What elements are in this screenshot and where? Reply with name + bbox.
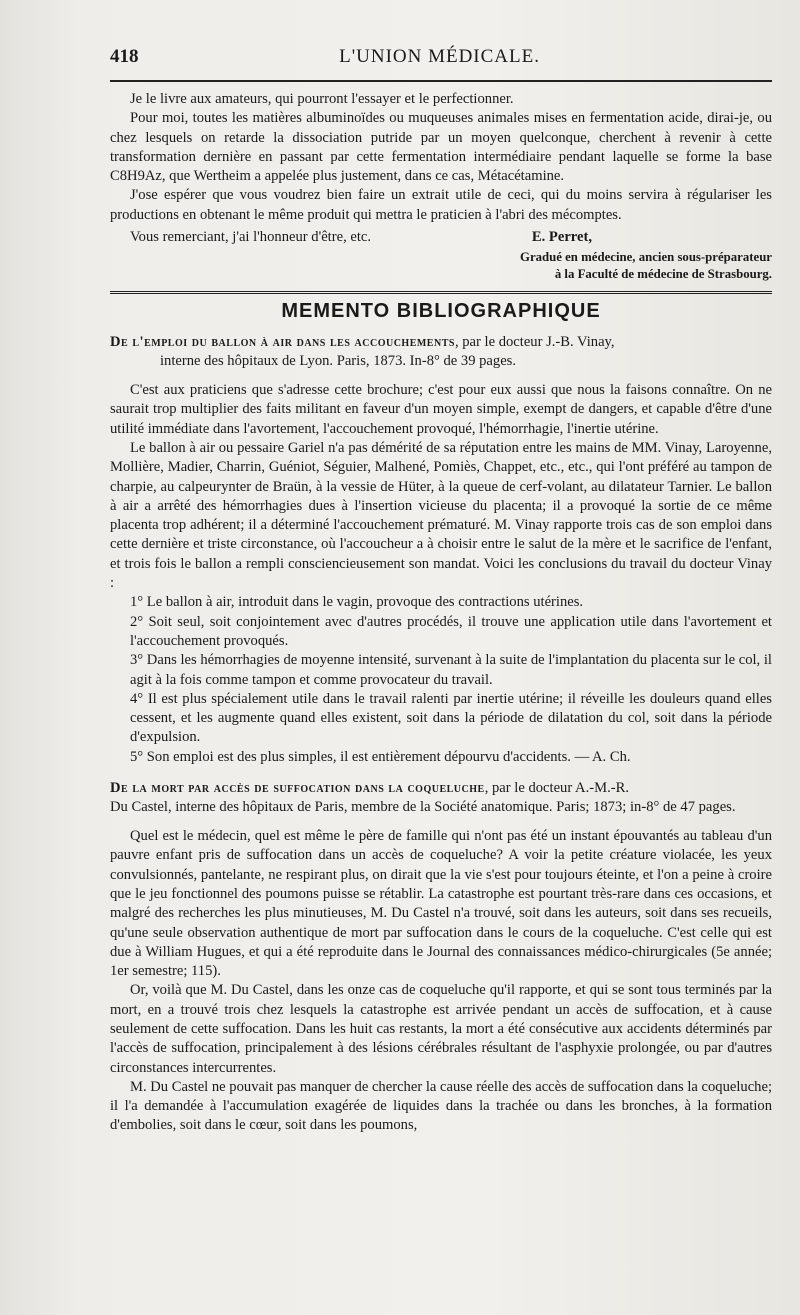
letter-section [110,90,772,283]
article-title: De l'emploi du ballon à air dans les accouchements [110,334,455,351]
credentials-line: Gradué en médecine, ancien sous-préparateur [519,250,772,265]
letter-paragraph: J'ose espérer que vous voudrez bien faire un extrait utile de ceci, qui du moins servira à régulariser les productions en obtenant le même produit qui mettra le praticien à l'abri des mécomptes. [110,187,772,223]
conclusion-item: 1° Le ballon à air, introduit dans le vagin, provoque des contractions utérines. [130,594,584,611]
conclusion-item: 5° Son emploi est des plus simples, il est entièrement dépourvu d'accidents. — A. Ch. [130,748,631,765]
article-body [110,381,772,767]
article-paragraph: C'est aux praticiens que s'adresse cette brochure; c'est pour eux aussi que nous la faisons connaître. On ne saurait trop multiplier des faits militant en faveur d'un moyen simple, exempt de dangers, et capable d'être d'une utilité immédiate dans l'avortement, l'accouchement provoqué, l'hémorrhagie, l'inertie utérine. [110,382,772,437]
section-title: MEMENTO BIBLIOGRAPHIQUE [281,300,601,323]
page-header [110,46,772,80]
article-paragraph: Quel est le médecin, quel est même le père de famille qui n'ont pas été un instant épouvantés au tableau d'un pauvre enfant pris de suffocation dans un accès de coqueluche? A voir la petite créature violacée, les yeux convulsionnés, pantelante, ne respirant plus, on dirait que la vie s'est pour toujours éteinte, et l'on a peine à croire que le jeu fonctionnel des poumons puisse se rétablir. La catastrophe est pourtant très-rare dans ces occasions, et malgré des recherches les plus minutieuses, M. Du Castel n'a trouvé, soit dans les auteurs, soit dans ses recueils, qu'une seule observation authentique de mort par suffocation dans le cours de la coqueluche. C'est celle qui est due à William Hugues, et qui a été reproduite dans le Journal des connaissances médico-chirurgicales (5e année; 1er semestre; 115). [110,828,772,980]
article-paragraph: Or, voilà que M. Du Castel, dans les onze cas de coqueluche qu'il rapporte, et qui se sont tous terminés par la mort, en a trouvé trois chez lesquels la catastrophe est arrivée pendant un accès de suffocation, et à cause seulement de cette suffocation. Dans les huit cas restants, la mort a été consécutive aux accidents déterminés par l'accès de suffocation, principalement à des lésions cérébrales résultant de l'asphyxie prolongée, ou par d'autres circonstances intercurrentes. [110,982,772,1076]
article-heading [110,779,772,817]
article-heading [110,333,772,371]
header-rule [110,80,772,82]
article-byline: , par le docteur A.-M.-R. [484,780,629,797]
signature-line [110,227,772,247]
conclusion-item: 2° Soit seul, soit conjointement avec d'autres procédés, il trouve une application utile dans l'avortement et l'accouchement provoqués. [130,613,772,649]
credentials-line: à la Faculté de médecine de Strasbourg. [554,267,772,282]
letter-paragraph: Je le livre aux amateurs, qui pourront l'essayer et le perfectionner. [130,91,514,107]
article-byline-continued: Du Castel, interne des hôpitaux de Paris, membre de la Société anatomique. Paris; 1873; in-8° de 47 pages. [110,799,736,816]
article-body [110,827,772,1136]
article-paragraph: M. Du Castel ne pouvait pas manquer de chercher la cause réelle des accès de suffocation dans la coqueluche; il l'a demandée à l'accumulation exagérée de liquides dans la trachée ou dans les bronches, à la formation d'embolies, soit dans le cœur, soit dans les poumons, [110,1078,772,1134]
conclusion-item: 4° Il est plus spécialement utile dans le travail ralenti par inertie utérine; il réveille les douleurs quand elles cessent, et les augmente quand elles existent, soit dans la période de dilatation du col, soit dans la période d'expulsion. [130,690,772,746]
conclusion-item: 3° Dans les hémorrhagies de moyenne intensité, survenant à la suite de l'implantation du placenta sur le col, il agit à la fois comme tampon et comme provocateur du travail. [130,652,772,688]
author-signature: E. Perret, [531,229,592,246]
article-paragraph: Le ballon à air ou pessaire Gariel n'a pas démérité de sa réputation entre les mains de MM. Vinay, Laroyenne, Mollière, Madier, Charrin, Guéniot, Séguier, Malhené, Pomiès, Chappet, etc., etc., qui l'ont préféré au tampon de charpie, au calpeurynter de Braün, à la vessie de Hüter, à la queue de cerf-volant, au dilatateur Tarnier. Le ballon à air a arrêté des hémorrhagies dues à l'insertion vicieuse du placenta; il a provoqué la sortie de ce même placenta trop adhérent; il a déterminé l'accouchement prématuré. M. Vinay rapporte trois cas de son emploi dans cette dernière et triste circonstance, où l'accoucheur a à choisir entre le salut de la mère et le sacrifice de l'enfant, et trois fois le ballon a rempli consciencieusement son mandat. Voici les conclusions du travail du docteur Vinay : [110,439,772,592]
article-byline-continued: interne des hôpitaux de Lyon. Paris, 1873. In-8° de 39 pages. [160,353,517,370]
section-rule [110,291,772,294]
letter-paragraph: Pour moi, toutes les matières albuminoïdes ou muqueuses animales mises en fermentation acide, dirai-je, ou chez lesquels on retarde la dissociation putride par un moyen quelconque, cherchent à revenir à cette transformation dernière en passant par cette fermentation intermédiaire pendant laquelle se forme la base C8H9Az, que Wertheim a appelée plus justement, dans ce cas, Métacétamine. [110,110,772,185]
article-byline: , par le docteur J.-B. Vinay, [454,334,615,351]
running-head: L'UNION MÉDICALE. [339,46,540,67]
page-number: 418 [110,46,139,67]
closing: Vous remerciant, j'ai l'honneur d'être, etc. [130,229,372,246]
article-title: De la mort par accès de suffocation dans la coqueluche [110,780,485,797]
author-credentials [110,249,772,283]
